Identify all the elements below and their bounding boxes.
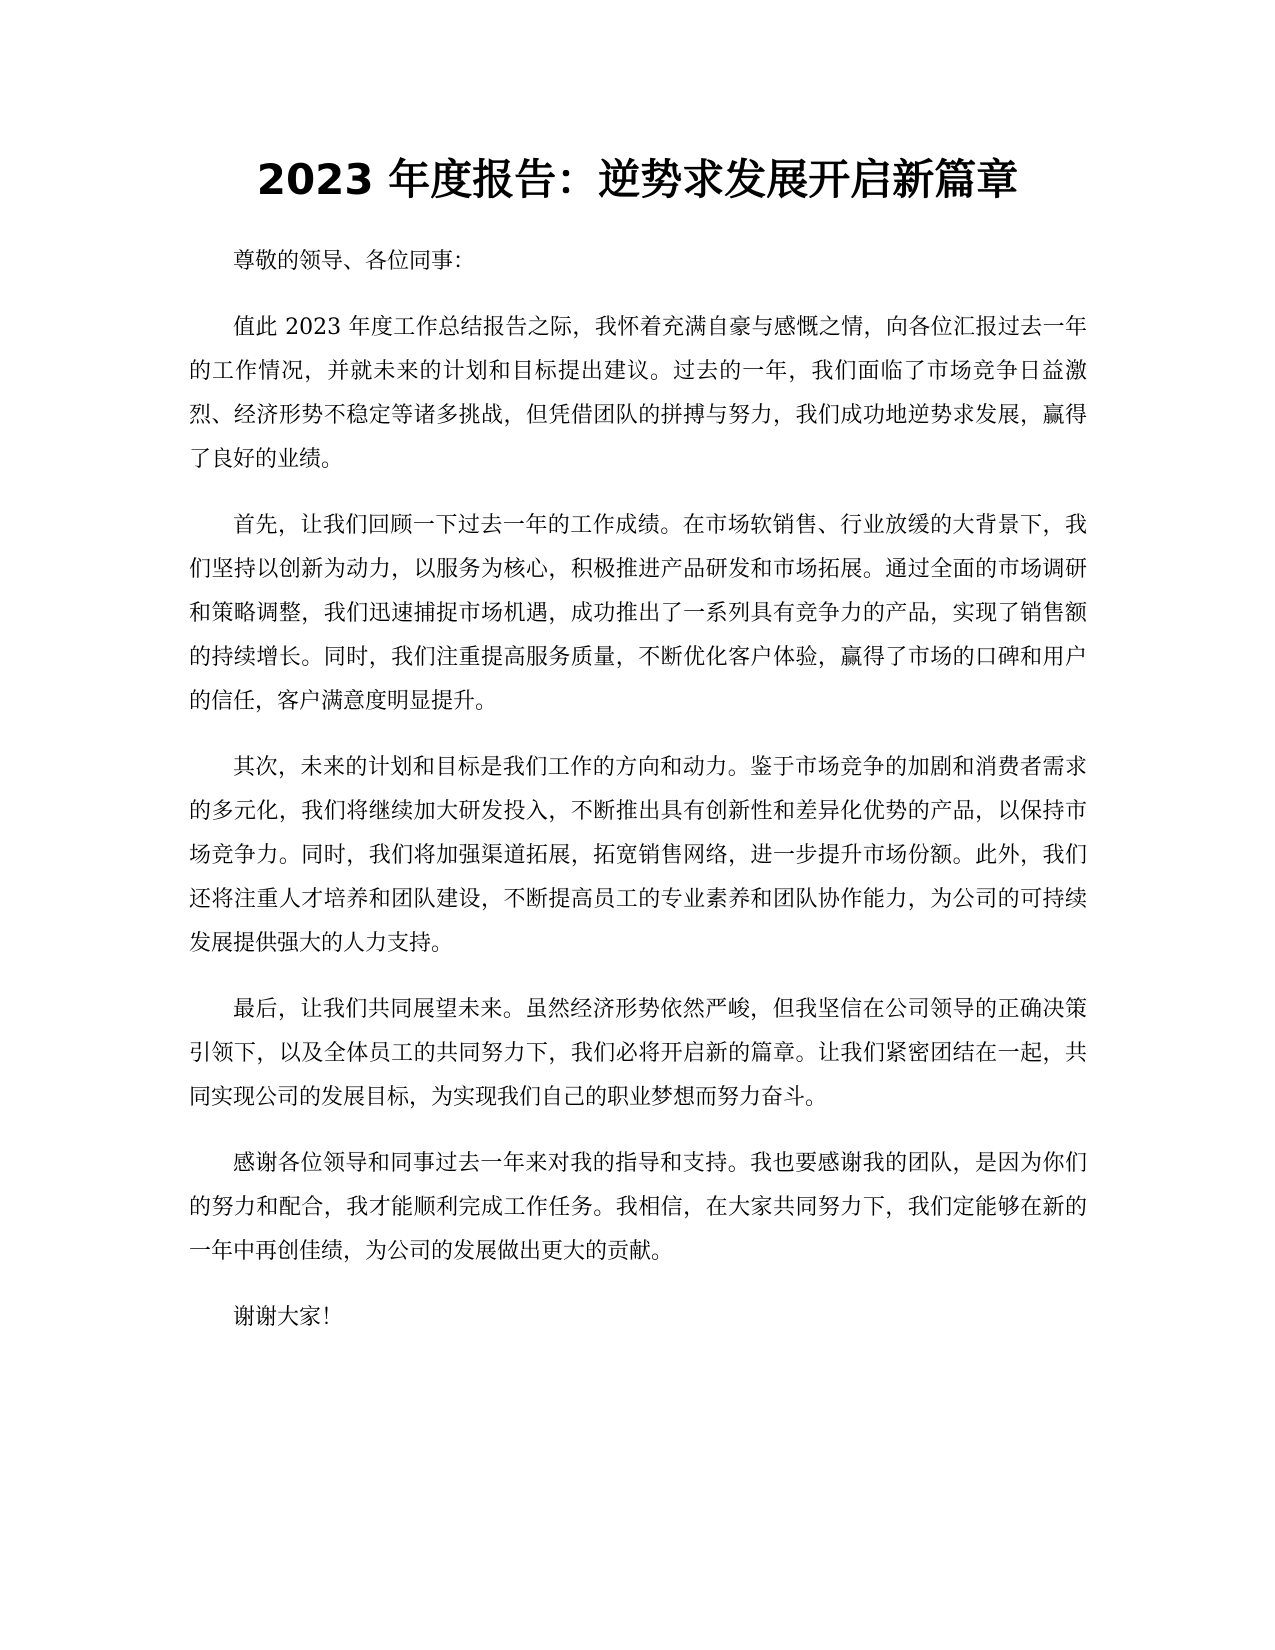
closing: 谢谢大家！ [233, 1305, 344, 1330]
paragraph-review: 首先，让我们回顾一下过去一年的工作成绩。在市场软销售、行业放缓的大背景下，我们坚持以创新为动力，以服务为核心，积极推进产品研发和市场拓展。通过全面的市场调研和策略调整，我们迅速捕捉市场机遇，成功推出了一系列具有竞争力的产品，实现了销售额的持续增长。同时，我们注重提高服务质量，不断优化客户体验，赢得了市场的口碑和用户的信任，客户满意度明显提升。 [189, 513, 1087, 714]
paragraph-thanks: 感谢各位领导和同事过去一年来对我的指导和支持。我也要感谢我的团队，是因为你们的努力和配合，我才能顺利完成工作任务。我相信，在大家共同努力下，我们定能够在新的一年中再创佳绩，为公司的发展做出更大的贡献。 [189, 1151, 1087, 1264]
document-body [189, 240, 1087, 1362]
salutation: 尊敬的领导、各位同事： [233, 249, 476, 274]
paragraph-intro: 值此 2023 年度工作总结报告之际，我怀着充满自豪与感慨之情，向各位汇报过去一年的工作情况，并就未来的计划和目标提出建议。过去的一年，我们面临了市场竞争日益激烈、经济形势不稳定等诸多挑战，但凭借团队的拼搏与努力，我们成功地逆势求发展，赢得了良好的业绩。 [189, 315, 1087, 472]
document-title: 2023 年度报告：逆势求发展开启新篇章 [256, 155, 1019, 204]
paragraph-plans: 其次，未来的计划和目标是我们工作的方向和动力。鉴于市场竞争的加剧和消费者需求的多元化，我们将继续加大研发投入，不断推出具有创新性和差异化优势的产品，以保持市场竞争力。同时，我们将加强渠道拓展，拓宽销售网络，进一步提升市场份额。此外，我们还将注重人才培养和团队建设，不断提高员工的专业素养和团队协作能力，为公司的可持续发展提供强大的人力支持。 [189, 755, 1087, 956]
paragraph-outlook: 最后，让我们共同展望未来。虽然经济形势依然严峻，但我坚信在公司领导的正确决策引领下，以及全体员工的共同努力下，我们必将开启新的篇章。让我们紧密团结在一起，共同实现公司的发展目标，为实现我们自己的职业梦想而努力奋斗。 [189, 997, 1087, 1110]
